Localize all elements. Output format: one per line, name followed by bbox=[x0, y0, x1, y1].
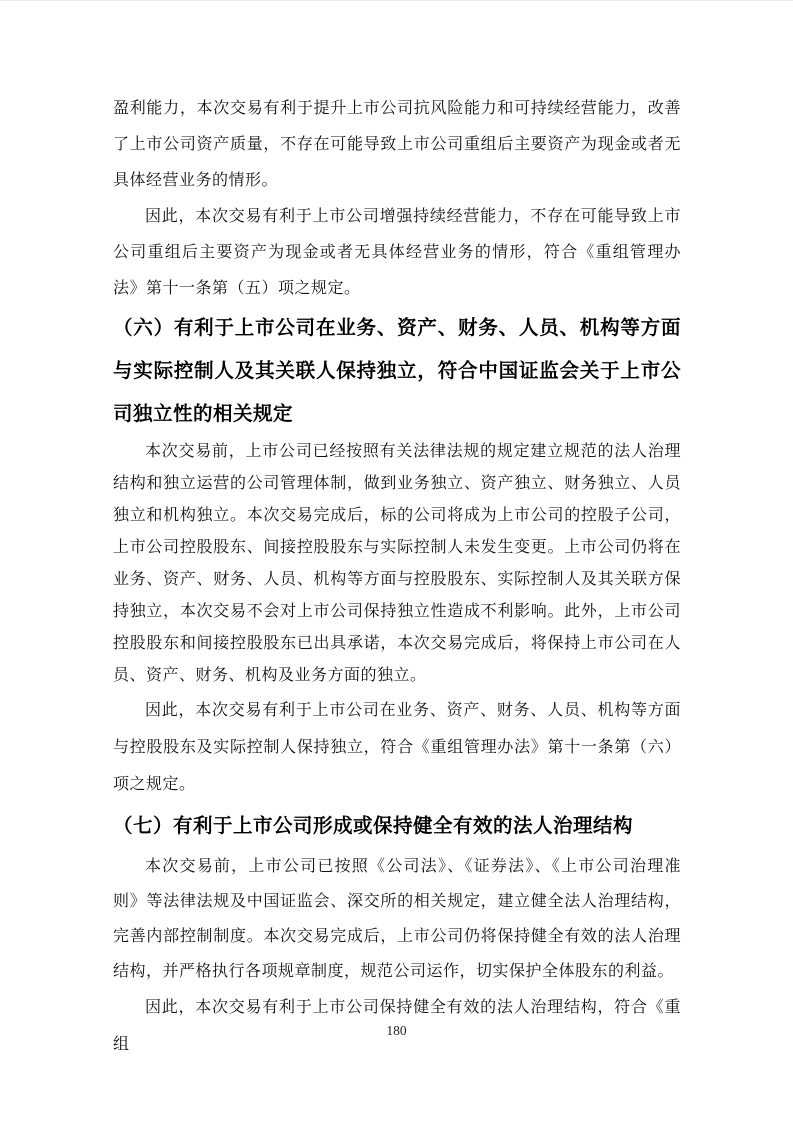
paragraph-continuation: 盈利能力，本次交易有利于提升上市公司抗风险能力和可持续经营能力，改善了上市公司资产质量，不存在可能导致上市公司重组后主要资产为现金或者无具体经营业务的情形。 bbox=[113, 100, 681, 189]
paragraph-section7-body: 本次交易前，上市公司已按照《公司法》、《证券法》、《上市公司治理准则》等法律法规及中国证监会、深交所的相关规定，建立健全法人治理结构，完善内部控制制度。本次交易完成后，上市公司仍将保持健全有效的法人治理结构，并严格执行各项规章制度，规范公司运作，切实保护全体股东的利益。 bbox=[113, 858, 681, 980]
paragraph-section7-therefore: 因此，本次交易有利于上市公司保持健全有效的法人治理结构，符合《重组 bbox=[113, 999, 681, 1053]
page-content bbox=[113, 91, 681, 1063]
section-heading-6: （六）有利于上市公司在业务、资产、财务、人员、机构等方面与实际控制人及其关联人保持独立，符合中国证监会关于上市公司独立性的相关规定 bbox=[113, 317, 681, 425]
paragraph-section6-therefore: 因此，本次交易有利于上市公司在业务、资产、财务、人员、机构等方面与控股股东及实际控制人保持独立，符合《重组管理办法》第十一条第（六）项之规定。 bbox=[113, 702, 681, 793]
paragraph-therefore-item5: 因此，本次交易有利于上市公司增强持续经营能力，不存在可能导致上市公司重组后主要资产为现金或者无具体经营业务的情形，符合《重组管理办法》第十一条第（五）项之规定。 bbox=[113, 208, 681, 297]
page-number: 180 bbox=[386, 1023, 407, 1038]
paragraph-section6-body: 本次交易前，上市公司已经按照有关法律法规的规定建立规范的法人治理结构和独立运营的公司管理体制，做到业务独立、资产独立、财务独立、人员独立和机构独立。本次交易完成后，标的公司将成为上市公司的控股子公司，上市公司控股股东、间接控股股东与实际控制人未发生变更。上市公司仍将在业务、资产、财务、人员、机构等方面与控股股东、实际控制人及其关联方保持独立，本次交易不会对上市公司保持独立性造成不利影响。此外，上市公司控股股东和间接控股股东已出具承诺，本次交易完成后，将保持上市公司在人员、资产、财务、机构及业务方面的独立。 bbox=[113, 443, 681, 684]
section-heading-7: （七）有利于上市公司形成或保持健全有效的法人治理结构 bbox=[113, 815, 634, 837]
